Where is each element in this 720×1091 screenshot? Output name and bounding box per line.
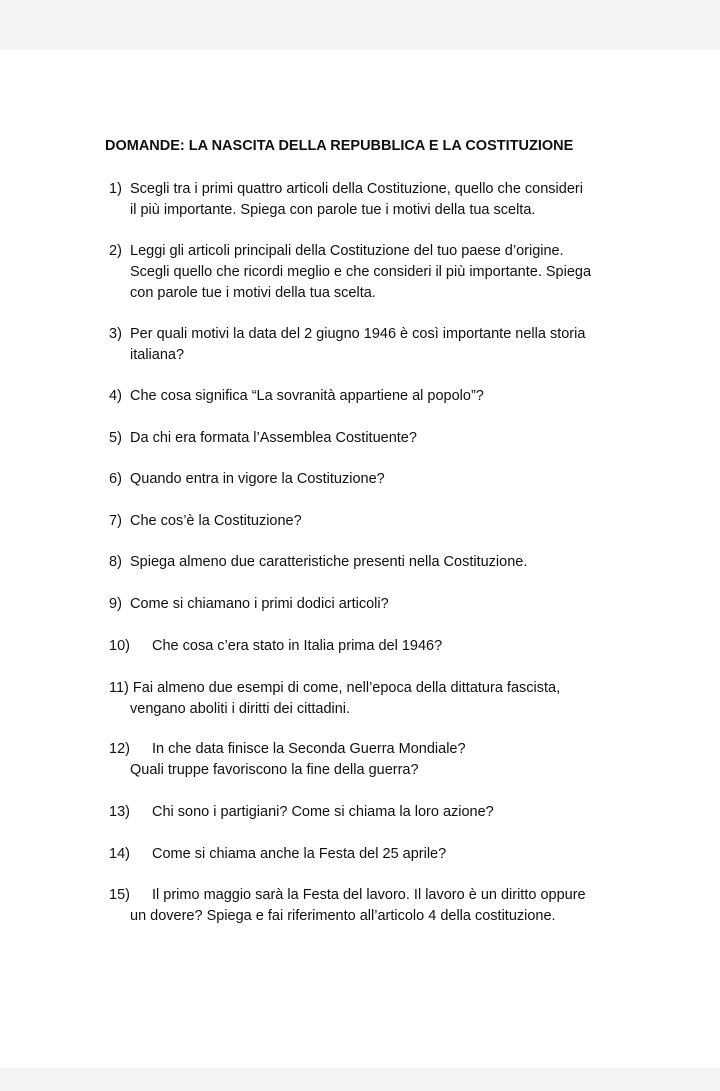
question-text: con parole tue i motivi della tua scelta. [130,285,376,301]
question-text: Quali truppe favoriscono la fine della guerra? [130,762,419,778]
question-item [109,844,649,865]
question-text: Che cos’è la Costituzione? [130,513,302,529]
question-text: vengano aboliti i diritti dei cittadini. [130,701,351,717]
question-number: 6) [109,471,122,487]
question-item [109,678,649,720]
question-number: 15) [109,887,130,903]
document-page [0,50,720,1068]
question-text: Per quali motivi la data del 2 giugno 1946 è così importante nella storia [130,326,586,342]
question-item [109,241,649,304]
question-number: 10) [109,638,130,654]
question-text: Il primo maggio sarà la Festa del lavoro. Il lavoro è un diritto oppure [152,887,586,903]
question-item [109,739,649,781]
question-text: Che cosa significa “La sovranità appartiene al popolo”? [130,388,484,404]
question-number: 7) [109,513,122,529]
question-text: Che cosa c’era stato in Italia prima del 1946? [152,638,443,654]
question-item [109,885,649,927]
question-number: 4) [109,388,122,404]
question-text: Scegli tra i primi quattro articoli della Costituzione, quello che consideri [130,181,583,197]
question-text: In che data finisce la Seconda Guerra Mondiale? [152,741,466,757]
question-text: Da chi era formata l’Assemblea Costituente? [130,430,417,446]
question-item [109,636,649,657]
question-item [109,324,649,366]
question-item [109,552,649,573]
question-number: 9) [109,596,122,612]
question-number: 13) [109,804,130,820]
question-number: 14) [109,846,130,862]
question-item [109,802,649,823]
question-text: Fai almeno due esempi di come, nell’epoca della dittatura fascista, [132,680,561,696]
question-text: Come si chiamano i primi dodici articoli? [130,596,389,612]
question-text: italiana? [130,347,185,363]
question-text: Chi sono i partigiani? Come si chiama la loro azione? [152,804,494,820]
question-item [109,428,649,449]
question-number: 11) [109,680,129,696]
question-text: Quando entra in vigore la Costituzione? [130,471,385,487]
question-item [109,386,649,407]
question-number: 2) [109,243,122,259]
document-title: DOMANDE: LA NASCITA DELLA REPUBBLICA E LA COSTITUZIONE [105,138,574,154]
question-number: 1) [109,181,122,197]
question-number: 12) [109,741,130,757]
question-number: 3) [109,326,122,342]
question-number: 5) [109,430,122,446]
question-item [109,469,649,490]
question-item [109,594,649,615]
question-number: 8) [109,554,122,570]
question-text: il più importante. Spiega con parole tue i motivi della tua scelta. [130,202,536,218]
question-text: Scegli quello che ricordi meglio e che consideri il più importante. Spiega [130,264,592,280]
question-text: Leggi gli articoli principali della Costituzione del tuo paese d’origine. [130,243,564,259]
question-text: Spiega almeno due caratteristiche presenti nella Costituzione. [130,554,528,570]
question-text: Come si chiama anche la Festa del 25 aprile? [152,846,447,862]
question-text: un dovere? Spiega e fai riferimento all’articolo 4 della costituzione. [130,908,556,924]
question-item [109,511,649,532]
question-item [109,179,649,221]
